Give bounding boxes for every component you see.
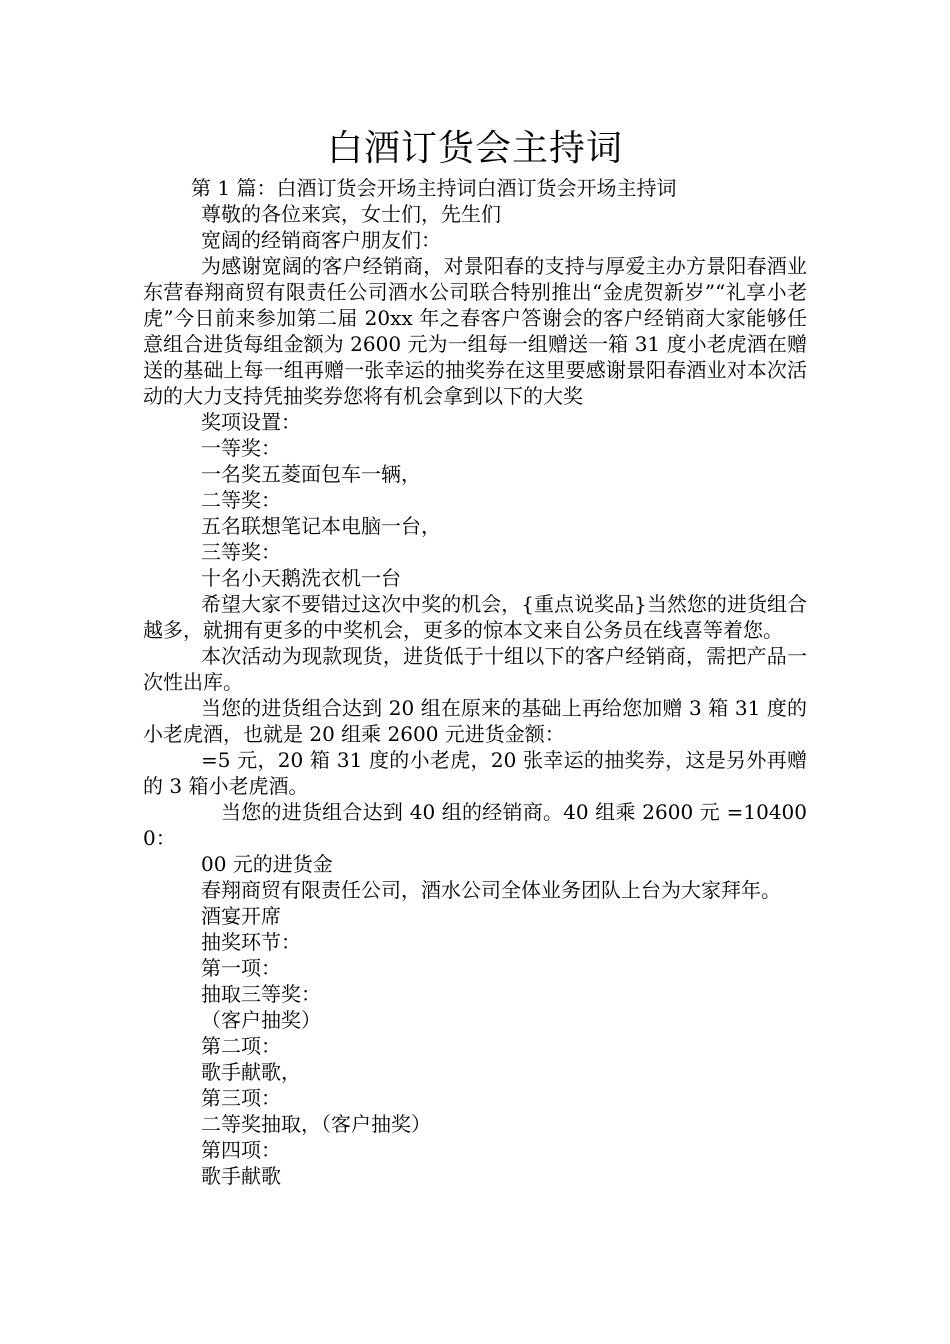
paragraph: 歌手献歌， bbox=[201, 1060, 301, 1084]
paragraph: 二等奖： bbox=[201, 488, 281, 512]
paragraph: 当您的进货组合达到 20 组在原来的基础上再给您加赠 3 箱 31 度的小老虎酒，也就是 20 组乘 2600 元进货金额： bbox=[143, 696, 807, 746]
paragraph: 抽取三等奖： bbox=[201, 982, 321, 1006]
paragraph: 一名奖五菱面包车一辆， bbox=[201, 462, 421, 486]
paragraph: 一等奖： bbox=[201, 436, 281, 460]
section-heading: 第 1 篇：白酒订货会开场主持词白酒订货会开场主持词 bbox=[191, 176, 677, 200]
paragraph: 希望大家不要错过这次中奖的机会，{重点说奖品}当然您的进货组合越多，就拥有更多的中奖机会，更多的惊本文来自公务员在线喜等着您。 bbox=[143, 592, 807, 642]
paragraph: 春翔商贸有限责任公司，酒水公司全体业务团队上台为大家拜年。 bbox=[201, 878, 781, 902]
paragraph: 三等奖： bbox=[201, 540, 281, 564]
document-body bbox=[143, 175, 807, 1189]
paragraph: 宽阔的经销商客户朋友们： bbox=[201, 228, 441, 252]
paragraph: 第一项： bbox=[201, 956, 281, 980]
document-page bbox=[143, 125, 807, 1189]
paragraph: 酒宴开席 bbox=[201, 904, 281, 928]
paragraph: 二等奖抽取，（客户抽奖） bbox=[201, 1112, 431, 1136]
paragraph: 十名小天鹅洗衣机一台 bbox=[201, 566, 401, 590]
paragraph: 00 元的进货金 bbox=[201, 852, 333, 876]
paragraph: 奖项设置： bbox=[201, 410, 301, 434]
paragraph: 第二项： bbox=[201, 1034, 281, 1058]
paragraph: 当您的进货组合达到 40 组的经销商。40 组乘 2600 元 =104000： bbox=[143, 800, 807, 850]
paragraph: 抽奖环节： bbox=[201, 930, 301, 954]
paragraph: （客户抽奖） bbox=[201, 1008, 321, 1032]
document-title: 白酒订货会主持词 bbox=[326, 128, 623, 169]
paragraph: 五名联想笔记本电脑一台， bbox=[201, 514, 441, 538]
paragraph: 第四项： bbox=[201, 1138, 281, 1162]
paragraph: 为感谢宽阔的客户经销商，对景阳春的支持与厚爱主办方景阳春酒业东营春翔商贸有限责任公司酒水公司联合特别推出“金虎贺新岁”“礼享小老虎”今日前来参加第二届 20xx 年之春客户答谢会的客户经销商大家能够任意组合进货每组金额为 2600 元为一组每一组赠送一箱 31 度小老虎酒在赠送的基础上每一组再赠一张幸运的抽奖券在这里要感谢景阳春酒业对本次活动的大力支持凭抽奖券您将有机会拿到以下的大奖 bbox=[143, 254, 807, 408]
paragraph: =5 元，20 箱 31 度的小老虎，20 张幸运的抽奖券，这是另外再赠的 3 箱小老虎酒。 bbox=[143, 748, 807, 798]
paragraph: 第三项： bbox=[201, 1086, 281, 1110]
paragraph: 本次活动为现款现货，进货低于十组以下的客户经销商，需把产品一次性出库。 bbox=[143, 644, 807, 694]
paragraph: 尊敬的各位来宾，女士们，先生们 bbox=[201, 202, 501, 226]
paragraph: 歌手献歌 bbox=[201, 1164, 281, 1188]
